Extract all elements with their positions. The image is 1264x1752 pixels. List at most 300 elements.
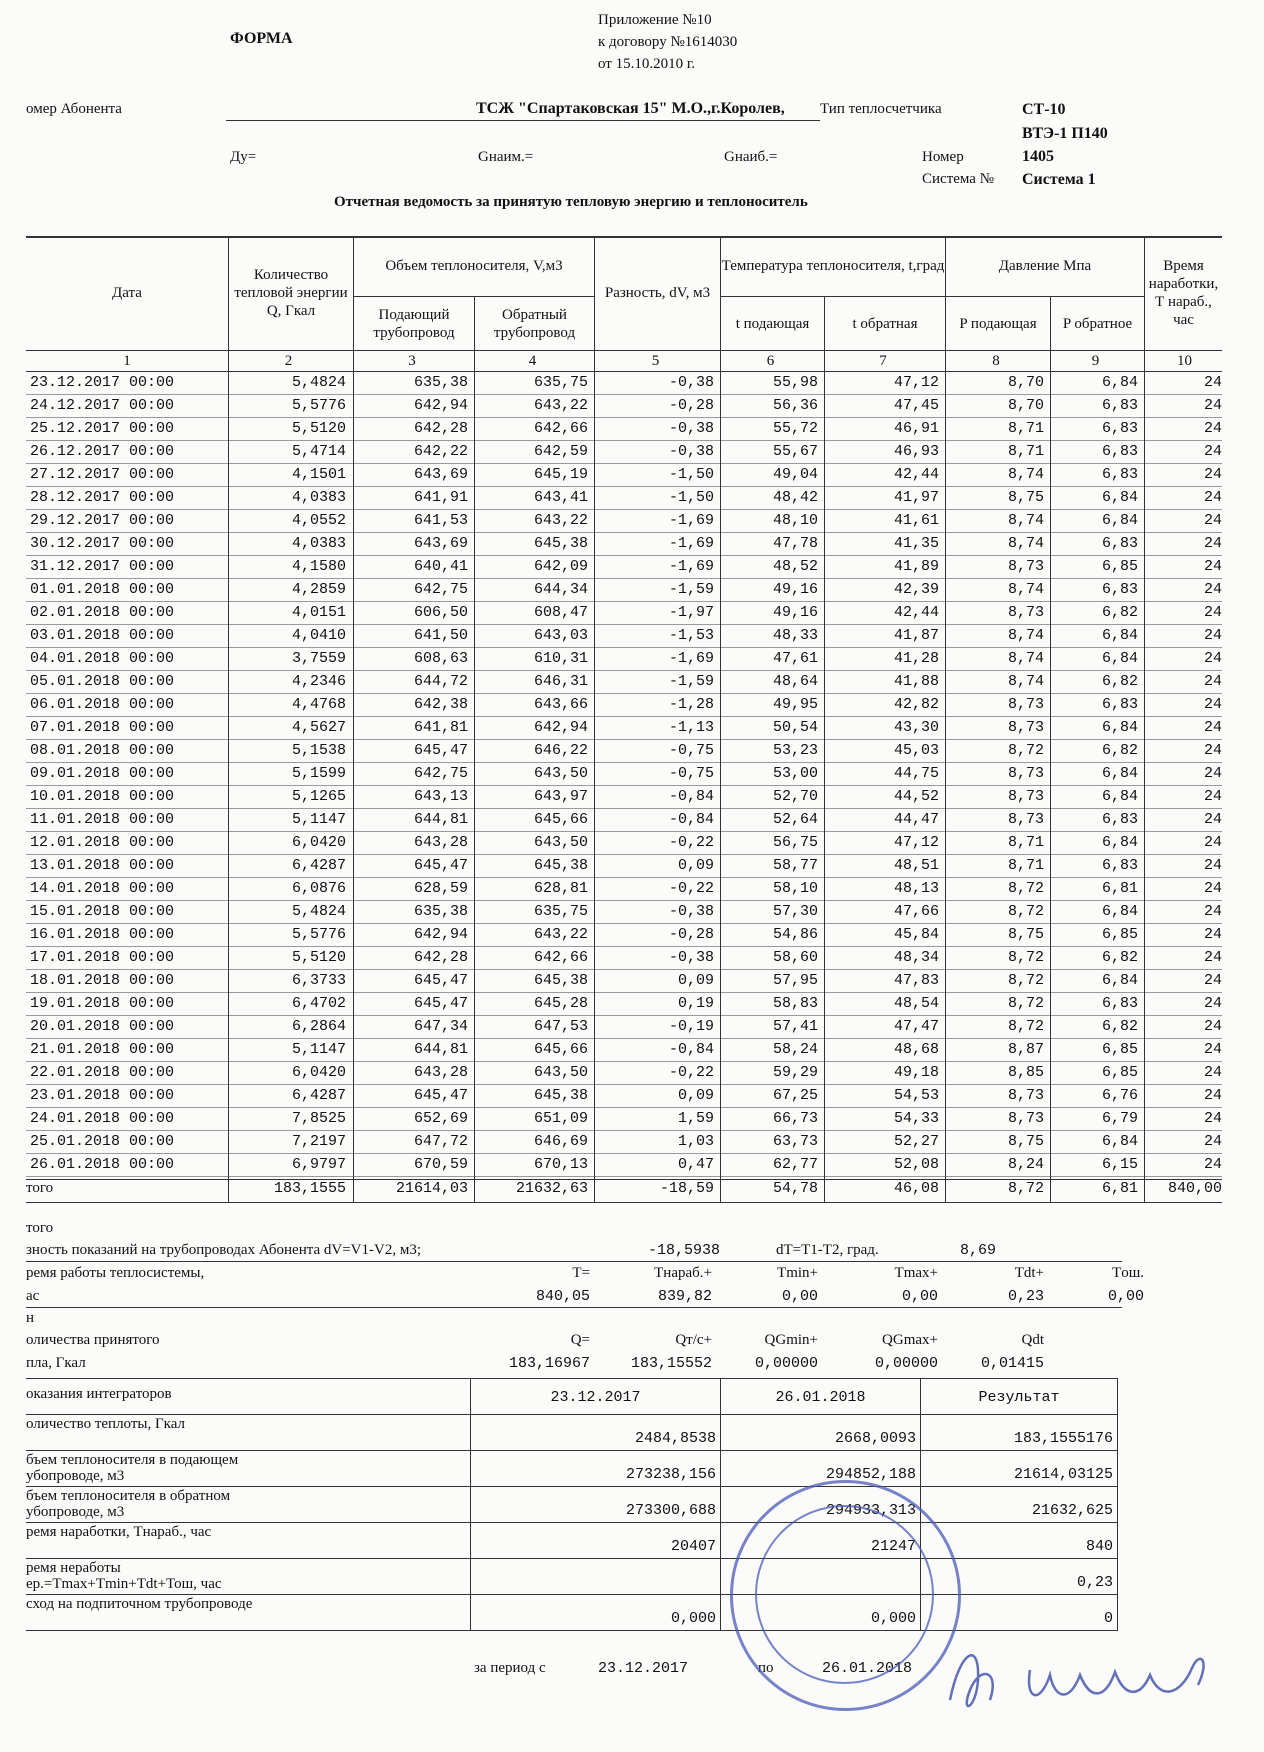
cell-t-return: 47,12	[893, 374, 939, 391]
cell-heat: 5,5120	[291, 949, 346, 966]
column-number: 9	[1091, 353, 1100, 369]
total-row	[26, 1178, 1222, 1201]
grid-line	[26, 1414, 1118, 1415]
table-row	[26, 1154, 1222, 1177]
cell-diff: -0,22	[668, 834, 714, 851]
period-from: 23.12.2017	[598, 1660, 689, 1677]
cell-vol-return: 635,75	[533, 903, 588, 920]
grid-line	[26, 1179, 1222, 1180]
col-head-heat: Количество тепловой энергии Q, Гкал	[234, 267, 348, 319]
column-number: 4	[528, 353, 537, 369]
cell-p-return: 6,85	[1101, 926, 1138, 943]
cell-p-return: 6,85	[1101, 558, 1138, 575]
cell-vol-supply: 645,47	[413, 1087, 468, 1104]
grid-line	[26, 371, 1222, 372]
time-head: T=	[572, 1265, 590, 1281]
cell-vol-return: 635,75	[533, 374, 588, 391]
grid-line	[26, 350, 1222, 351]
cell-vol-supply: 642,75	[413, 581, 468, 598]
time-head: Tmin+	[777, 1265, 818, 1281]
cell-vol-return: 643,22	[533, 926, 588, 943]
cell-heat: 6,4287	[291, 857, 346, 874]
grid-line	[26, 1450, 1118, 1451]
cell-heat: 6,3733	[291, 972, 346, 989]
integrators-title: оказания интеграторов	[26, 1386, 172, 1402]
grid-line	[824, 296, 825, 1203]
cell-vol-return: 642,59	[533, 443, 588, 460]
cell-vol-return: 643,22	[533, 512, 588, 529]
cell-t-supply: 58,10	[772, 880, 818, 897]
cell-diff: -1,50	[668, 489, 714, 506]
cell-date: 26.12.2017 00:00	[30, 443, 175, 460]
cell-vol-supply: 643,28	[413, 834, 468, 851]
cell-t-supply: 52,70	[772, 788, 818, 805]
cell-heat: 5,4714	[291, 443, 346, 460]
meter-type-2: ВТЭ-1 П140	[1022, 125, 1108, 142]
table-row	[26, 418, 1222, 441]
table-row	[26, 579, 1222, 602]
time-head: Tош.	[1112, 1265, 1144, 1281]
cell-vol-return: 643,50	[533, 765, 588, 782]
cell-heat: 5,5776	[291, 926, 346, 943]
cell-date: 13.01.2018 00:00	[30, 857, 175, 874]
cell-diff: 0,09	[677, 1087, 714, 1104]
table-row	[26, 487, 1222, 510]
cell-t-return: 44,47	[893, 811, 939, 828]
cell-p-supply: 8,72	[1007, 742, 1044, 759]
cell-t-return: 48,51	[893, 857, 939, 874]
cell-vol-return: 642,66	[533, 949, 588, 966]
period-to-label: по	[758, 1660, 774, 1676]
integrator-row-label-2: ер.=Tmax+Tmin+Tdt+Тош, час	[26, 1576, 222, 1592]
cell-t-return: 42,82	[893, 696, 939, 713]
integrator-value: 20407	[670, 1538, 716, 1555]
cell-p-supply: 8,70	[1007, 397, 1044, 414]
cell-heat: 4,2346	[291, 673, 346, 690]
cell-p-supply: 8,74	[1007, 512, 1044, 529]
cell-t-return: 41,89	[893, 558, 939, 575]
integrator-col-head: Результат	[978, 1389, 1060, 1406]
cell-vol-supply: 645,47	[413, 995, 468, 1012]
cell-vol-return: 670,13	[533, 1156, 588, 1173]
cell-diff: -1,69	[668, 650, 714, 667]
gmax-label: Gнаиб.=	[724, 149, 778, 165]
cell-time: 24	[1203, 581, 1222, 598]
cell-diff: -1,53	[668, 627, 714, 644]
table-row	[26, 832, 1222, 855]
report-table	[26, 236, 1222, 1204]
cell-t-supply: 57,41	[772, 1018, 818, 1035]
cell-p-return: 6,83	[1101, 535, 1138, 552]
appendix-line-2: к договору №1614030	[598, 34, 738, 50]
cell-t-return: 48,54	[893, 995, 939, 1012]
cell-time: 24	[1203, 627, 1222, 644]
cell-heat: 5,4824	[291, 903, 346, 920]
grid-line	[1117, 1378, 1118, 1631]
column-number: 10	[1177, 353, 1192, 369]
number-label: Номер	[922, 149, 964, 165]
cell-vol-supply: 643,13	[413, 788, 468, 805]
q-head: Qт/с+	[675, 1332, 712, 1348]
cell-vol-supply: 641,50	[413, 627, 468, 644]
cell-time: 24	[1203, 1064, 1222, 1081]
cell-vol-supply: 644,72	[413, 673, 468, 690]
integrator-value: 273300,688	[625, 1502, 716, 1519]
table-row	[26, 1131, 1222, 1154]
summary-itogo: того	[26, 1220, 54, 1236]
integrator-row-label-2: убопроводе, м3	[26, 1504, 125, 1520]
cell-diff: -0,84	[668, 788, 714, 805]
cell-t-return: 44,52	[893, 788, 939, 805]
cell-t-supply: 55,98	[772, 374, 818, 391]
cell-p-supply: 8,73	[1007, 811, 1044, 828]
cell-p-return: 6,84	[1101, 903, 1138, 920]
cell-diff: -1,69	[668, 512, 714, 529]
table-row	[26, 1108, 1222, 1131]
cell-date: 24.12.2017 00:00	[30, 397, 175, 414]
cell-vol-supply: 642,22	[413, 443, 468, 460]
cell-vol-supply: 643,28	[413, 1064, 468, 1081]
total-time: 840,00	[1167, 1180, 1222, 1197]
cell-vol-return: 610,31	[533, 650, 588, 667]
cell-heat: 6,4287	[291, 1087, 346, 1104]
cell-heat: 6,0420	[291, 834, 346, 851]
table-top-border	[26, 236, 1222, 238]
cell-t-supply: 48,52	[772, 558, 818, 575]
cell-p-supply: 8,72	[1007, 972, 1044, 989]
cell-date: 18.01.2018 00:00	[30, 972, 175, 989]
cell-t-supply: 58,77	[772, 857, 818, 874]
col-head-diff: Разность, dV, м3	[604, 285, 711, 301]
cell-p-return: 6,82	[1101, 949, 1138, 966]
cell-vol-return: 646,69	[533, 1133, 588, 1150]
cell-diff: -0,38	[668, 949, 714, 966]
cell-diff: -0,28	[668, 397, 714, 414]
cell-diff: -1,13	[668, 719, 714, 736]
table-row	[26, 901, 1222, 924]
cell-t-supply: 47,61	[772, 650, 818, 667]
cell-p-supply: 8,73	[1007, 719, 1044, 736]
cell-vol-supply: 645,47	[413, 972, 468, 989]
cell-time: 24	[1203, 397, 1222, 414]
total-t-return: 46,08	[893, 1180, 939, 1197]
cell-date: 30.12.2017 00:00	[30, 535, 175, 552]
cell-t-supply: 57,95	[772, 972, 818, 989]
cell-t-return: 47,83	[893, 972, 939, 989]
column-number: 8	[992, 353, 1000, 369]
cell-heat: 3,7559	[291, 650, 346, 667]
cell-date: 27.12.2017 00:00	[30, 466, 175, 483]
cell-vol-supply: 635,38	[413, 374, 468, 391]
column-number: 6	[766, 353, 775, 369]
cell-p-return: 6,85	[1101, 1041, 1138, 1058]
cell-p-supply: 8,72	[1007, 880, 1044, 897]
cell-time: 24	[1203, 512, 1222, 529]
cell-diff: 0,47	[677, 1156, 714, 1173]
cell-vol-return: 647,53	[533, 1018, 588, 1035]
cell-p-supply: 8,74	[1007, 466, 1044, 483]
cell-vol-return: 651,09	[533, 1110, 588, 1127]
grid-line	[594, 236, 595, 1203]
cell-heat: 5,4824	[291, 374, 346, 391]
integrator-value: 273238,156	[625, 1466, 716, 1483]
q-value: 183,16967	[508, 1355, 590, 1372]
cell-diff: -1,69	[668, 558, 714, 575]
cell-time: 24	[1203, 673, 1222, 690]
integrator-value: 0,23	[1076, 1574, 1113, 1591]
cell-vol-return: 642,09	[533, 558, 588, 575]
cell-vol-return: 645,66	[533, 811, 588, 828]
cell-p-supply: 8,73	[1007, 604, 1044, 621]
cell-diff: 0,09	[677, 857, 714, 874]
cell-date: 22.01.2018 00:00	[30, 1064, 175, 1081]
cell-heat: 6,2864	[291, 1018, 346, 1035]
cell-diff: -1,69	[668, 535, 714, 552]
table-row	[26, 855, 1222, 878]
cell-t-supply: 49,04	[772, 466, 818, 483]
cell-p-supply: 8,73	[1007, 558, 1044, 575]
cell-vol-return: 643,50	[533, 834, 588, 851]
cell-time: 24	[1203, 949, 1222, 966]
integrator-value: 21247	[870, 1538, 916, 1555]
col-head-temp-return: t обратная	[852, 315, 918, 332]
cell-p-return: 6,82	[1101, 604, 1138, 621]
organization-stamp	[730, 1480, 961, 1711]
cell-time: 24	[1203, 857, 1222, 874]
subscriber-underline	[226, 120, 820, 121]
cell-vol-supply: 606,50	[413, 604, 468, 621]
cell-p-return: 6,82	[1101, 742, 1138, 759]
cell-vol-return: 628,81	[533, 880, 588, 897]
cell-t-supply: 58,83	[772, 995, 818, 1012]
cell-time: 24	[1203, 1110, 1222, 1127]
table-row	[26, 1039, 1222, 1062]
cell-vol-return: 642,66	[533, 420, 588, 437]
table-row	[26, 556, 1222, 579]
cell-time: 24	[1203, 696, 1222, 713]
cell-time: 24	[1203, 1018, 1222, 1035]
col-head-volume: Объем теплоносителя, V,м3	[385, 258, 563, 274]
time-value: 0,00	[781, 1288, 818, 1305]
period-to: 26.01.2018	[822, 1660, 913, 1677]
cell-t-return: 41,87	[893, 627, 939, 644]
cell-time: 24	[1203, 420, 1222, 437]
cell-p-supply: 8,74	[1007, 650, 1044, 667]
cell-heat: 6,0420	[291, 1064, 346, 1081]
cell-heat: 5,1265	[291, 788, 346, 805]
cell-time: 24	[1203, 558, 1222, 575]
du-label: Ду=	[230, 149, 257, 165]
cell-p-supply: 8,74	[1007, 535, 1044, 552]
cell-vol-return: 643,66	[533, 696, 588, 713]
cell-date: 17.01.2018 00:00	[30, 949, 175, 966]
cell-vol-return: 645,28	[533, 995, 588, 1012]
table-row	[26, 740, 1222, 763]
cell-heat: 4,1501	[291, 466, 346, 483]
cell-t-return: 44,75	[893, 765, 939, 782]
cell-date: 02.01.2018 00:00	[30, 604, 175, 621]
cell-vol-supply: 628,59	[413, 880, 468, 897]
cell-diff: 0,09	[677, 972, 714, 989]
cell-t-return: 47,66	[893, 903, 939, 920]
cell-vol-return: 645,38	[533, 1087, 588, 1104]
cell-date: 08.01.2018 00:00	[30, 742, 175, 759]
total-p-supply: 8,72	[1007, 1180, 1044, 1197]
cell-p-supply: 8,70	[1007, 374, 1044, 391]
page-title: Отчетная ведомость за принятую тепловую энергию и теплоноситель	[334, 194, 808, 210]
table-row	[26, 924, 1222, 947]
cell-time: 24	[1203, 489, 1222, 506]
time-value: 0,00	[901, 1288, 938, 1305]
cell-date: 20.01.2018 00:00	[30, 1018, 175, 1035]
integrator-row-label: сход на подпиточном трубопроводе	[26, 1596, 253, 1612]
cell-vol-return: 608,47	[533, 604, 588, 621]
cell-t-supply: 48,42	[772, 489, 818, 506]
worktime-label: ремя работы теплосистемы,	[26, 1265, 205, 1281]
cell-heat: 5,5120	[291, 420, 346, 437]
cell-diff: 0,19	[677, 995, 714, 1012]
col-head-volume-supply: Подающий трубопровод	[373, 306, 455, 341]
cell-time: 24	[1203, 788, 1222, 805]
col-head-date: Дата	[112, 285, 142, 301]
total-p-return: 6,81	[1101, 1180, 1138, 1197]
cell-t-return: 54,53	[893, 1087, 939, 1104]
integrator-value: 2668,0093	[834, 1430, 916, 1447]
cell-p-supply: 8,72	[1007, 1018, 1044, 1035]
cell-t-supply: 54,86	[772, 926, 818, 943]
cell-p-supply: 8,74	[1007, 581, 1044, 598]
diff-label: зность показаний на трубопроводах Абонента dV=V1-V2, м3;	[26, 1242, 421, 1258]
table-row	[26, 1016, 1222, 1039]
cell-t-supply: 49,95	[772, 696, 818, 713]
cell-p-return: 6,83	[1101, 466, 1138, 483]
cell-t-return: 43,30	[893, 719, 939, 736]
cell-heat: 4,0410	[291, 627, 346, 644]
cell-t-return: 54,33	[893, 1110, 939, 1127]
cell-t-return: 52,08	[893, 1156, 939, 1173]
cell-t-supply: 52,64	[772, 811, 818, 828]
integrator-row-label-2: убопроводе, м3	[26, 1468, 125, 1484]
cell-t-return: 52,27	[893, 1133, 939, 1150]
cell-vol-return: 646,31	[533, 673, 588, 690]
cell-p-supply: 8,71	[1007, 834, 1044, 851]
cell-t-return: 42,44	[893, 466, 939, 483]
cell-time: 24	[1203, 903, 1222, 920]
cell-vol-supply: 643,69	[413, 466, 468, 483]
summary-rule	[26, 1307, 1122, 1308]
cell-vol-return: 643,41	[533, 489, 588, 506]
cell-t-return: 47,45	[893, 397, 939, 414]
column-numbers-row	[26, 351, 1222, 371]
cell-p-return: 6,83	[1101, 397, 1138, 414]
cell-time: 24	[1203, 880, 1222, 897]
cell-t-supply: 50,54	[772, 719, 818, 736]
cell-diff: -0,84	[668, 811, 714, 828]
q-value: 183,15552	[630, 1355, 712, 1372]
cell-t-supply: 53,23	[772, 742, 818, 759]
cell-heat: 4,5627	[291, 719, 346, 736]
cell-vol-return: 643,22	[533, 397, 588, 414]
in-label: н	[26, 1310, 35, 1326]
grid-line	[228, 236, 229, 1203]
grid-line	[720, 1378, 721, 1631]
table-row	[26, 809, 1222, 832]
table-row	[26, 395, 1222, 418]
table-row	[26, 441, 1222, 464]
cell-date: 14.01.2018 00:00	[30, 880, 175, 897]
cell-time: 24	[1203, 466, 1222, 483]
time-head: Tнараб.+	[654, 1265, 712, 1281]
cell-p-return: 6,83	[1101, 995, 1138, 1012]
cell-p-return: 6,84	[1101, 765, 1138, 782]
cell-date: 15.01.2018 00:00	[30, 903, 175, 920]
cell-time: 24	[1203, 535, 1222, 552]
cell-p-supply: 8,24	[1007, 1156, 1044, 1173]
summary-rule	[26, 1261, 1122, 1262]
cell-date: 05.01.2018 00:00	[30, 673, 175, 690]
cell-vol-supply: 644,81	[413, 811, 468, 828]
cell-p-return: 6,84	[1101, 374, 1138, 391]
integrator-value: 183,1555176	[1013, 1430, 1113, 1447]
integrator-value: 21632,625	[1031, 1502, 1113, 1519]
number-value: 1405	[1022, 148, 1054, 165]
cell-vol-supply: 645,47	[413, 742, 468, 759]
table-row	[26, 671, 1222, 694]
appendix-line-1: Приложение №10	[598, 12, 712, 28]
cell-p-return: 6,84	[1101, 650, 1138, 667]
cell-p-supply: 8,75	[1007, 489, 1044, 506]
cell-date: 23.12.2017 00:00	[30, 374, 175, 391]
worktime-unit: ас	[26, 1288, 40, 1304]
time-value: 0,23	[1007, 1288, 1044, 1305]
cell-vol-return: 645,19	[533, 466, 588, 483]
cell-p-return: 6,85	[1101, 1064, 1138, 1081]
cell-vol-supply: 635,38	[413, 903, 468, 920]
grid-line	[945, 236, 946, 1203]
cell-t-return: 46,93	[893, 443, 939, 460]
col-head-pressure: Давление Мпа	[998, 258, 1092, 274]
cell-diff: -0,38	[668, 903, 714, 920]
grid-line	[474, 296, 475, 1203]
cell-t-return: 42,39	[893, 581, 939, 598]
dt-label: dT=T1-T2, град.	[776, 1242, 879, 1258]
integrator-col-head: 26.01.2018	[775, 1389, 866, 1406]
meter-type-1: СТ-10	[1022, 101, 1066, 118]
cell-t-supply: 48,33	[772, 627, 818, 644]
cell-diff: -1,50	[668, 466, 714, 483]
cell-vol-supply: 652,69	[413, 1110, 468, 1127]
total-diff: -18,59	[659, 1180, 714, 1197]
cell-vol-supply: 642,28	[413, 949, 468, 966]
cell-vol-supply: 647,72	[413, 1133, 468, 1150]
cell-vol-return: 645,38	[533, 972, 588, 989]
cell-p-supply: 8,71	[1007, 420, 1044, 437]
cell-vol-supply: 642,28	[413, 420, 468, 437]
gmin-label: Gнаим.=	[478, 149, 534, 165]
cell-vol-supply: 640,41	[413, 558, 468, 575]
cell-heat: 4,2859	[291, 581, 346, 598]
integrator-value: 0,000	[870, 1610, 916, 1627]
col-head-pressure-supply: P подающая	[959, 315, 1037, 332]
cell-t-return: 45,84	[893, 926, 939, 943]
grid-line	[1144, 236, 1145, 1203]
cell-p-return: 6,84	[1101, 719, 1138, 736]
integrator-row-label: ремя неработы	[26, 1560, 121, 1576]
cell-date: 03.01.2018 00:00	[30, 627, 175, 644]
cell-heat: 4,1580	[291, 558, 346, 575]
cell-vol-supply: 644,81	[413, 1041, 468, 1058]
time-head: Tdt+	[1014, 1265, 1044, 1281]
